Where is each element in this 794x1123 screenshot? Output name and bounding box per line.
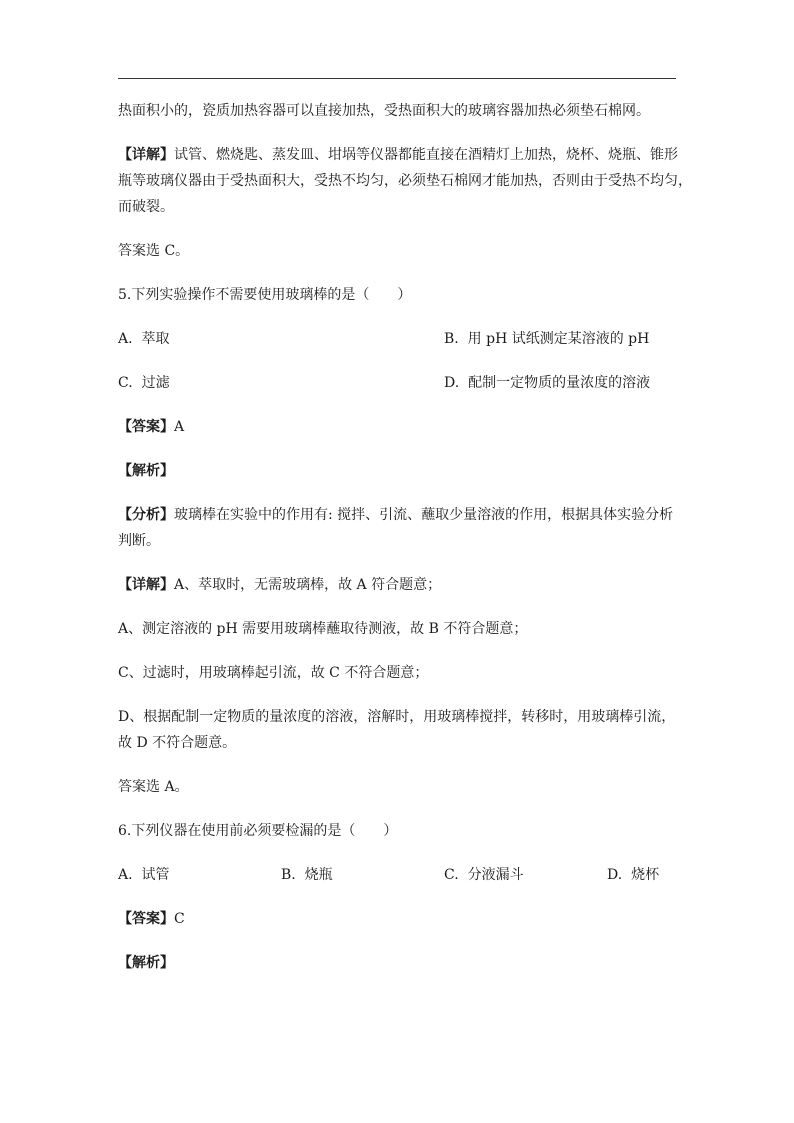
detail-text: A、萃取时，无需玻璃棒，故 A 符合题意； [174, 577, 442, 593]
q5-answer [118, 416, 184, 438]
q5-analysis-tag: 【解析】 [118, 463, 174, 479]
q6-option-d: D. 烧杯 [607, 867, 660, 883]
q5-fenxi-line2: 判断。 [118, 533, 160, 549]
q5-option-a: A. 萃取 [118, 331, 170, 347]
q6-option-b: B. 烧瓶 [281, 867, 333, 883]
answer-value: C [174, 911, 185, 927]
answer-tag: 【答案】 [118, 911, 174, 927]
q5-final-answer: 答案选 A。 [118, 779, 189, 795]
prev-analysis-tail: 热面积小的，瓷质加热容器可以直接加热，受热面积大的玻璃容器加热必须垫石棉网。 [118, 103, 650, 119]
q5-detail-b: A、测定溶液的 pH 需要用玻璃棒蘸取待测液，故 B 不符合题意； [118, 621, 528, 637]
q6-answer [118, 908, 185, 930]
prev-detail-line3: 而破裂。 [118, 199, 174, 215]
fenxi-text: 玻璃棒在实验中的作用有: 搅拌、引流、蘸取少量溶液的作用，根据具体实验分析 [174, 507, 674, 523]
prev-detail-line2: 瓶等玻璃仪器由于受热面积大，受热不均匀，必须垫石棉网才能加热，否则由于受热不均匀， [118, 173, 692, 189]
q5-option-d: D. 配制一定物质的量浓度的溶液 [444, 375, 651, 391]
fenxi-tag: 【分析】 [118, 507, 174, 523]
header-rule [118, 78, 676, 79]
answer-value: A [174, 419, 185, 435]
detail-tag: 【详解】 [118, 577, 174, 593]
q5-detail-a [118, 574, 441, 596]
prev-detail-line1 [118, 144, 678, 166]
q5-fenxi-line1 [118, 504, 673, 526]
q5-detail-c: C、过滤时，用玻璃棒起引流，故 C 不符合题意； [118, 665, 429, 681]
q6-option-a: A. 试管 [118, 867, 170, 883]
detail-text: 试管、燃烧匙、蒸发皿、坩埚等仪器都能直接在酒精灯上加热，烧杯、烧瓶、锥形 [174, 147, 678, 163]
q5-option-b: B. 用 pH 试纸测定某溶液的 pH [444, 331, 650, 347]
detail-tag: 【详解】 [118, 147, 174, 163]
q5-detail-d1: D、根据配制一定物质的量浓度的溶液，溶解时，用玻璃棒搅拌，转移时，用玻璃棒引流， [118, 709, 676, 725]
q5-option-c: C. 过滤 [118, 375, 170, 391]
prev-answer: 答案选 C。 [118, 243, 190, 259]
q6-analysis-tag: 【解析】 [118, 955, 174, 971]
q6-option-c: C. 分液漏斗 [444, 867, 524, 883]
q5-stem: 5.下列实验操作不需要使用玻璃棒的是（ ） [118, 287, 412, 303]
q6-stem: 6.下列仪器在使用前必须要检漏的是（ ） [118, 823, 398, 839]
q5-detail-d2: 故 D 不符合题意。 [118, 735, 237, 751]
answer-tag: 【答案】 [118, 419, 174, 435]
